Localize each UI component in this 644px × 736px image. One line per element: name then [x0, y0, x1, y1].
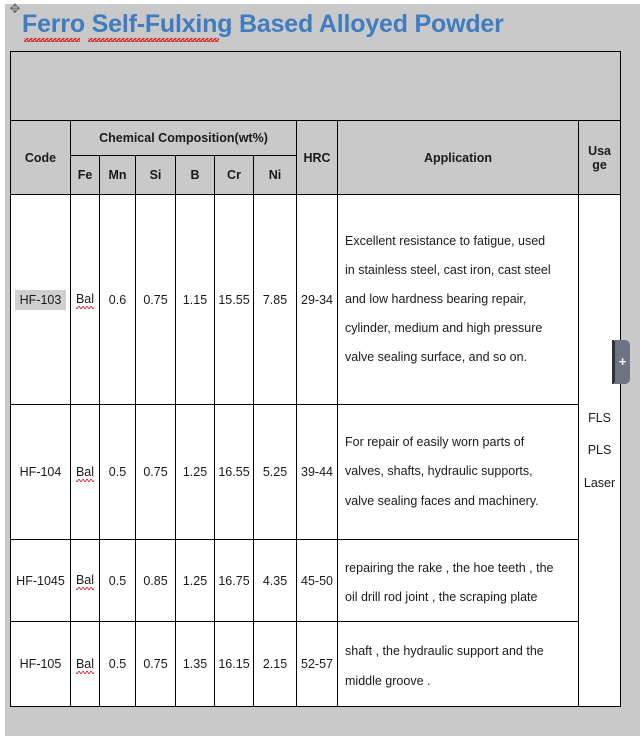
- page-top-margin: [0, 0, 644, 4]
- cell-hrc[interactable]: 52-57: [297, 622, 338, 707]
- cell-cr[interactable]: 16.55: [215, 405, 254, 540]
- application-line: in stainless steel, cast iron, cast steel: [345, 262, 551, 277]
- cell-application[interactable]: [338, 405, 579, 540]
- page-left-margin: [0, 0, 5, 736]
- table-row: [11, 405, 621, 540]
- cell-cr[interactable]: 15.55: [215, 195, 254, 405]
- cell-si[interactable]: 0.75: [136, 622, 176, 707]
- cell-b[interactable]: 1.25: [176, 540, 215, 622]
- cell-b[interactable]: 1.35: [176, 622, 215, 707]
- usage-value: PLS: [587, 443, 612, 458]
- application-line: cylinder, medium and high pressure: [345, 321, 543, 336]
- cell-code[interactable]: HF-1045: [11, 540, 71, 622]
- column-header-b: B: [176, 156, 215, 195]
- spellcheck-squiggle: [24, 38, 80, 42]
- table-spacer-row: [11, 52, 621, 121]
- application-line: repairing the rake , the hoe teeth , the: [345, 560, 554, 575]
- cell-b[interactable]: 1.15: [176, 195, 215, 405]
- usage-value: Laser: [583, 475, 616, 490]
- cell-ni[interactable]: 7.85: [254, 195, 297, 405]
- insert-column-button[interactable]: +: [615, 340, 630, 384]
- column-header-usage: [579, 121, 621, 195]
- fe-value: Bal: [75, 464, 95, 479]
- fe-value: Bal: [75, 573, 95, 587]
- cell-fe[interactable]: [71, 405, 100, 540]
- insert-column-guide: [612, 340, 614, 384]
- column-header-fe: Fe: [71, 156, 100, 195]
- cell-mn[interactable]: 0.5: [100, 405, 136, 540]
- page-right-margin: [640, 0, 644, 736]
- application-line: valve sealing surface, and so on.: [345, 350, 528, 365]
- code-value-selected[interactable]: HF-103: [15, 290, 67, 310]
- spellcheck-squiggle: [88, 38, 219, 42]
- cell-mn[interactable]: 0.5: [100, 540, 136, 622]
- cell-fe[interactable]: [71, 195, 100, 405]
- table-row: [11, 540, 621, 622]
- cell-si[interactable]: 0.85: [136, 540, 176, 622]
- application-line: valves, shafts, hydraulic supports,: [345, 464, 533, 479]
- table-group-header-row: [11, 121, 621, 156]
- fe-value: Bal: [75, 292, 95, 306]
- column-header-code: Code: [11, 121, 71, 195]
- cell-mn[interactable]: 0.5: [100, 622, 136, 707]
- column-header-usage-line2: ge: [592, 157, 607, 172]
- cell-code[interactable]: [11, 195, 71, 405]
- column-header-application: Application: [338, 121, 579, 195]
- cell-ni[interactable]: 4.35: [254, 540, 297, 622]
- fe-value: Bal: [75, 656, 95, 671]
- table-row: [11, 622, 621, 707]
- cell-application[interactable]: [338, 195, 579, 405]
- application-line: middle groove .: [345, 673, 431, 688]
- cell-b[interactable]: 1.25: [176, 405, 215, 540]
- application-line: For repair of easily worn parts of: [345, 435, 525, 450]
- usage-value: FLS: [588, 410, 611, 425]
- cell-hrc[interactable]: 29-34: [297, 195, 338, 405]
- cell-cr[interactable]: 16.75: [215, 540, 254, 622]
- cell-code[interactable]: HF-105: [11, 622, 71, 707]
- move-four-arrows-icon[interactable]: ✥: [9, 1, 21, 16]
- cell-si[interactable]: 0.75: [136, 195, 176, 405]
- table-row: [11, 195, 621, 405]
- cell-hrc[interactable]: 39-44: [297, 405, 338, 540]
- cell-application[interactable]: [338, 622, 579, 707]
- powder-specification-table: [10, 51, 621, 707]
- application-line: and low hardness bearing repair,: [345, 291, 527, 306]
- cell-code[interactable]: HF-104: [11, 405, 71, 540]
- cell-cr[interactable]: 16.15: [215, 622, 254, 707]
- application-line: valve sealing faces and machinery.: [345, 493, 539, 508]
- column-header-ni: Ni: [254, 156, 297, 195]
- column-header-hrc: HRC: [297, 121, 338, 195]
- cell-fe[interactable]: [71, 540, 100, 622]
- page-title: Ferro Self-Fulxing Based Alloyed Powder: [22, 10, 504, 38]
- cell-usage[interactable]: [579, 195, 621, 707]
- cell-hrc[interactable]: 45-50: [297, 540, 338, 622]
- column-header-usage-line1: Usa: [588, 143, 611, 158]
- application-line: Excellent resistance to fatigue, used: [345, 233, 546, 248]
- column-header-si: Si: [136, 156, 176, 195]
- application-line: oil drill rod joint , the scraping plate: [345, 590, 538, 604]
- application-line: shaft , the hydraulic support and the: [345, 644, 544, 659]
- cell-ni[interactable]: 5.25: [254, 405, 297, 540]
- cell-mn[interactable]: 0.6: [100, 195, 136, 405]
- column-header-cr: Cr: [215, 156, 254, 195]
- column-header-mn: Mn: [100, 156, 136, 195]
- cell-fe[interactable]: [71, 622, 100, 707]
- cell-application[interactable]: [338, 540, 579, 622]
- table-spacer-cell: [11, 52, 621, 121]
- cell-ni[interactable]: 2.15: [254, 622, 297, 707]
- cell-si[interactable]: 0.75: [136, 405, 176, 540]
- column-header-chemical-composition: Chemical Composition(wt%): [71, 121, 297, 156]
